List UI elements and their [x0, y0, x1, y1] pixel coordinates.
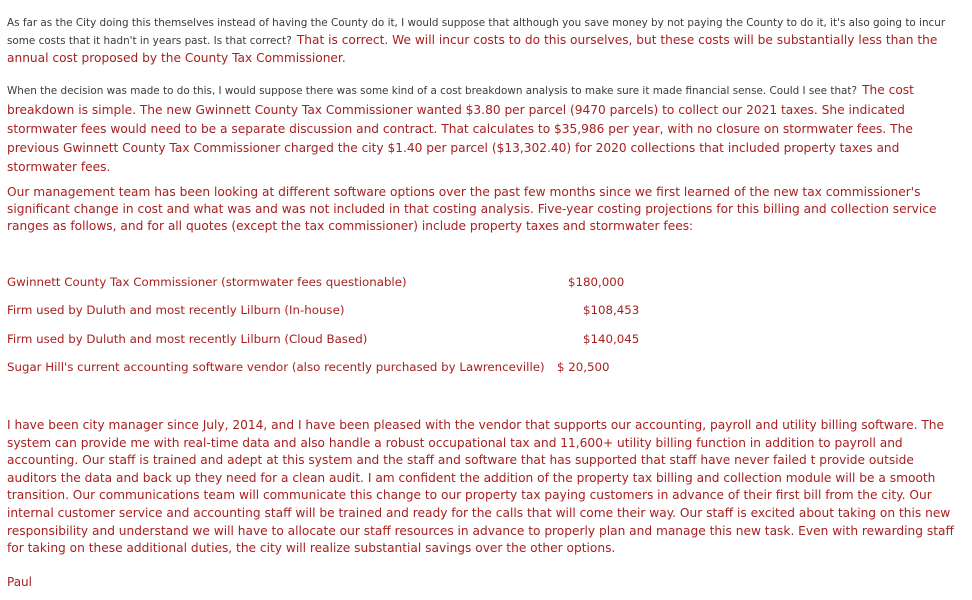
- qa-paragraph-1: [7, 13, 967, 66]
- signature: Paul: [7, 575, 32, 589]
- quote-row: [7, 275, 967, 293]
- answer-text: The cost breakdown is simple. The new Gwinnett County Tax Commissioner wanted $3.80 per parcel (9470 parcels) to collect our 2021 taxes. She indicated stormwater fees would need to be a separate discussion and contract. That calculates to $35,986 per year, with no closure on stormwater fees. The previous Gwinnett County Tax Commissioner charged the city $1.40 per parcel ($13,302.40) for 2020 collections that included property taxes and stormwater fees.: [7, 83, 914, 174]
- answer-text: That is correct. We will incur costs to do this ourselves, but these costs will be substantially less than the annual cost proposed by the County Tax Commissioner.: [7, 33, 938, 65]
- quote-label: Sugar Hill's current accounting software vendor (also recently purchased by Lawrenceville): [7, 360, 545, 374]
- software-options-paragraph: Our management team has been looking at different software options over the past few months since we first learned of the new tax commissioner's significant change in cost and what was and was not included in that costing analysis. Five-year costing projections for this billing and collection service ranges as follows, and for all quotes (except the tax commissioner) include property taxes and stormwater fees:: [7, 185, 937, 233]
- quote-row: [7, 303, 967, 321]
- city-manager-paragraph: I have been city manager since July, 2014, and I have been pleased with the vendor that supports our accounting, payroll and utility billing software. The system can provide me with real-time data and also handle a robust occupational tax and 11,600+ utility billing function in addition to payroll and accounting. Our staff is trained and adept at this system and the staff and software that has supported that staff have never failed t provide outside auditors the data and back up they need for a clean audit. I am confident the addition of the property tax billing and collection module will be a smooth transition. Our communications team will communicate this change to our property tax paying customers in advance of their first bill from the city. Our internal customer service and accounting staff will be trained and ready for the calls that will come their way. Our staff is excited about taking on this new responsibility and understand we will have to allocate our staff resources in advance to properly plan and manage this new task. Even with rewarding staff for taking on these additional duties, the city will realize substantial savings over the other options.: [7, 418, 954, 556]
- quote-value: $ 20,500: [557, 360, 610, 374]
- quote-row: [7, 332, 967, 350]
- question-text: As far as the City doing this themselves instead of having the County do it, I would suppose that although you save money by not paying the County to do it, it's also going to incur some costs that it hadn't in years past. Is that correct?: [7, 17, 946, 47]
- quote-label: Firm used by Duluth and most recently Lilburn (Cloud Based): [7, 332, 368, 346]
- quote-row: [7, 360, 967, 378]
- qa-paragraph-2: [7, 80, 967, 176]
- quote-value: $180,000: [568, 275, 625, 289]
- quote-value: $108,453: [583, 303, 640, 317]
- quote-value: $140,045: [583, 332, 640, 346]
- question-text: When the decision was made to do this, I would suppose there was some kind of a cost breakdown analysis to make sure it made financial sense. Could I see that?: [7, 85, 857, 97]
- quote-label: Firm used by Duluth and most recently Lilburn (In-house): [7, 303, 345, 317]
- quote-label: Gwinnett County Tax Commissioner (stormwater fees questionable): [7, 275, 407, 289]
